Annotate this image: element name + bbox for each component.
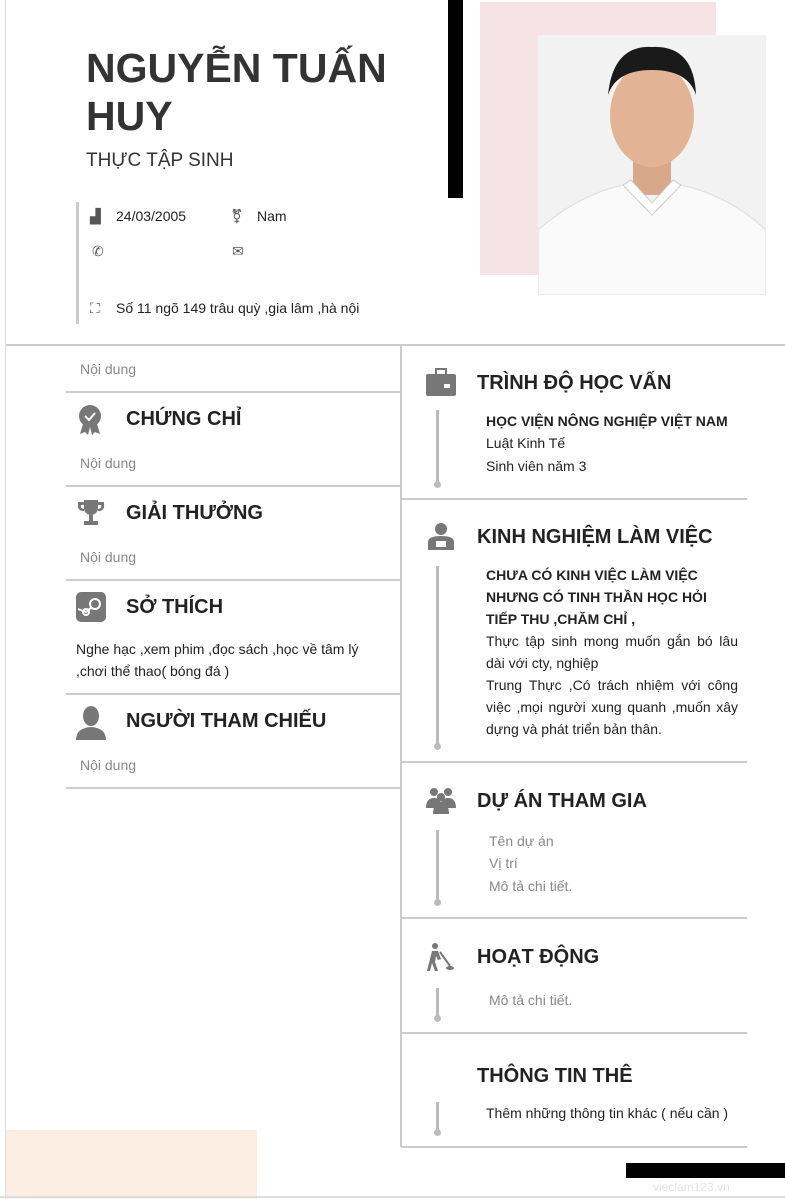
steam-icon bbox=[76, 592, 106, 622]
gender-item bbox=[231, 208, 287, 224]
experience-heading-text: CHƯA CÓ KINH VIỆC LÀM VIỆC NHƯNG CÓ TINH THẦN HỌC HỎI TIẾP THU ,CHĂM CHỈ , bbox=[486, 567, 707, 627]
experience-heading bbox=[426, 522, 713, 552]
timeline-line bbox=[436, 988, 439, 1018]
awards-heading bbox=[76, 498, 263, 528]
watermark: vieclam123.vn bbox=[653, 1180, 730, 1194]
person-icon bbox=[76, 706, 106, 736]
timeline-line bbox=[436, 566, 439, 746]
page-border bbox=[5, 0, 6, 1199]
activities-desc: Mô tả chi tiết. bbox=[489, 992, 573, 1008]
trophy-icon bbox=[76, 498, 106, 528]
hobbies-title: SỞ THÍCH bbox=[126, 595, 224, 618]
job-title: THỰC TẬP SINH bbox=[86, 150, 234, 171]
references-title: NGƯỜI THAM CHIẾU bbox=[126, 709, 327, 732]
address-value: Số 11 ngõ 149 trâu quỳ ,gia lâm ,hà nội bbox=[116, 300, 360, 316]
activities-heading bbox=[426, 942, 599, 972]
certificates-title: CHỨNG CHỈ bbox=[126, 407, 242, 430]
address-item bbox=[90, 300, 359, 316]
divider bbox=[401, 1146, 747, 1148]
cake-icon: ▟ bbox=[90, 208, 101, 224]
divider bbox=[66, 693, 400, 695]
briefcase-icon bbox=[426, 368, 456, 398]
profile-photo bbox=[538, 35, 766, 295]
education-heading bbox=[426, 368, 671, 398]
divider bbox=[66, 485, 400, 487]
timeline-line bbox=[436, 410, 439, 484]
activity-icon bbox=[426, 942, 456, 972]
header-divider bbox=[6, 344, 785, 346]
divider bbox=[401, 917, 747, 919]
education-school: HỌC VIỆN NÔNG NGHIỆP VIỆT NAM bbox=[486, 413, 728, 429]
certificates-content: Nội dung bbox=[80, 455, 137, 471]
experience-title: KINH NGHIỆM LÀM VIỆC bbox=[477, 525, 713, 548]
projects-title: DỰ ÁN THAM GIA bbox=[477, 789, 647, 812]
birthday-value: 24/03/2005 bbox=[116, 208, 187, 224]
info-divider bbox=[76, 202, 79, 324]
divider bbox=[66, 787, 400, 789]
experience-line1: Thực tập sinh mong muốn gắn bó lâu dài với cty, nghiệp bbox=[486, 633, 738, 671]
column-divider bbox=[400, 345, 402, 1147]
experience-line2: Trung Thực ,Có trách nhiệm với công việc ,mọi người xung quanh ,muốn xây dựng và phát triển bản thân. bbox=[486, 677, 738, 737]
birthday-item bbox=[90, 208, 186, 224]
decor-peach-block bbox=[6, 1130, 257, 1199]
certificate-icon bbox=[76, 404, 106, 434]
gender-icon: ⚧ bbox=[231, 208, 243, 224]
more-info-content: Thêm những thông tin khác ( nếu cần ) bbox=[486, 1105, 729, 1121]
page-bottom-border bbox=[0, 1196, 785, 1198]
hobbies-content: Nghe hạc ,xem phim ,đọc sách ,học về tâm lý ,chơi thể thao( bóng đá ) bbox=[76, 641, 359, 679]
phone-icon: ✆ bbox=[92, 243, 104, 259]
top-content: Nội dung bbox=[80, 361, 137, 377]
education-major: Luật Kinh Tế bbox=[486, 435, 566, 451]
references-heading bbox=[76, 706, 326, 736]
activities-title: HOẠT ĐỘNG bbox=[477, 945, 600, 968]
hobbies-heading bbox=[76, 592, 223, 622]
education-title: TRÌNH ĐỘ HỌC VẤN bbox=[477, 371, 672, 394]
divider bbox=[66, 391, 400, 393]
project-role: Vị trí bbox=[489, 855, 518, 871]
gender-value: Nam bbox=[257, 208, 287, 224]
timeline-line bbox=[436, 830, 439, 902]
decor-black-footer-bar bbox=[626, 1163, 785, 1178]
divider bbox=[66, 579, 400, 581]
email-item bbox=[232, 243, 258, 259]
email-icon: ✉ bbox=[232, 243, 244, 259]
decor-black-bar bbox=[448, 0, 463, 198]
worker-icon bbox=[426, 522, 456, 552]
projects-heading bbox=[426, 786, 647, 816]
divider bbox=[401, 498, 747, 500]
more-info-title: THÔNG TIN THÊ bbox=[477, 1065, 633, 1087]
awards-content: Nội dung bbox=[80, 549, 137, 565]
project-name: Tên dự án bbox=[489, 833, 554, 849]
divider bbox=[401, 761, 747, 763]
certificates-heading bbox=[76, 404, 241, 434]
project-desc: Mô tả chi tiết. bbox=[489, 878, 573, 894]
education-year: Sinh viên năm 3 bbox=[486, 458, 587, 474]
divider bbox=[401, 1032, 747, 1034]
candidate-name: NGUYỄN TUẤN HUY bbox=[86, 45, 387, 139]
phone-item bbox=[92, 243, 118, 259]
map-icon: ⛶ bbox=[90, 300, 100, 316]
references-content: Nội dung bbox=[80, 757, 137, 773]
awards-title: GIẢI THƯỞNG bbox=[126, 501, 263, 524]
group-icon bbox=[426, 786, 456, 816]
timeline-line bbox=[436, 1102, 439, 1132]
